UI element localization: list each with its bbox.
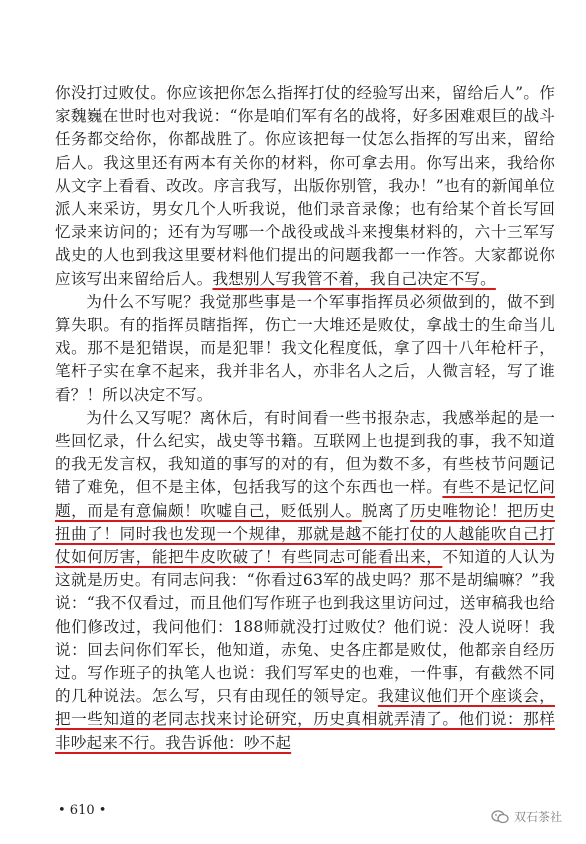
watermark-text: 双石茶社	[513, 810, 562, 824]
text-run: 脱离了	[361, 501, 411, 520]
text-run: 为什么不写呢？我觉那些事是一个军事指挥员必须做到的，做不到算失职。有的指挥员瞎指挥，伤亡一大堆还是败仗，拿战士的生命当儿戏。那不是犯错误，而是犯罪！我文化程度低，拿了四十八年枪杆子，笔杆子实在拿不起来，我并非名人，亦非名人之后，人微言轻，写了谁看？！所以决定不写。	[55, 292, 555, 404]
underlined-text: 有些同志可能看出来，	[280, 548, 443, 567]
paragraph-1	[55, 82, 555, 291]
page-number: • 610 •	[58, 803, 107, 818]
underlined-text: 历史唯物论！把历史扭曲了！同时我也发现一个规律，那就是越不能打仗的人越能吹自己打仗如何厉害，能把牛皮吹破了！	[55, 501, 555, 567]
page-body	[55, 82, 555, 755]
underlined-text: 我建议他们开个座谈会，把一些知道的老同志找来讨论研究，历史真相就弄清了。他们说：那样非吵起来不行。我告诉他：吵不起	[55, 687, 555, 752]
text-run: 不知道的人认为这就是历史。有同志问我：“你看过63军的战史吗？那不是胡编嘛？”我说：“我不仅看过，而且他们写作班子也到我这里访问过，送审稿我也给他们修改过，我问他们：188师就没打过败仗？他们说：没人说呀！我说：回去问你们军长，他知道，赤兔、史各庄都是败仗，他都亲自经历过。写作班子的执笔人也说：我们写军史的也难，一件事，有截然不同的几种说法。怎么写，只有由现任的领导定。	[55, 548, 555, 706]
paragraph-2	[55, 291, 555, 407]
underlined-text: 我想别人写我管不着，我自己决定不写。	[212, 269, 496, 288]
wechat-icon	[491, 810, 509, 824]
watermark	[491, 808, 562, 825]
paragraph-3	[55, 407, 555, 755]
underlined-text: 有些不是记忆问题，而是有意偏颇！吹嘘自己，贬低别人。	[55, 478, 555, 520]
text-run: 你没打过败仗。你应该把你怎么指挥打仗的经验写出来，留给后人”。作家魏巍在世时也对我说：“你是咱们军有名的战将，好多困难艰巨的战斗任务都交给你，你都战胜了。你应该把每一仗怎么指挥的写出来，留给后人。我这里还有两本有关你的材料，你可拿去用。你写出来，我给你从文字上看看、改改。序言我写，出版你别管，我办！”也有的新闻单位派人来采访，男女几个人听我说，他们录音录像；也有给某个首长写回忆录来访问的；还有为写哪一个战役或战斗来搜集材料的，六十三军写战史的人也到我这里要材料他们提出的问题我都一一作答。大家都说你应该写出来留给后人。	[55, 84, 555, 288]
text-run: 为什么又写呢？离休后，有时间看一些书报杂志，我感举起的是一些回忆录，什么纪实，战史等书籍。互联网上也提到我的事，我不知道的我无发言权，我知道的事写的对的有，但为数不多，有些枝节问题记错了难免，但不是主体，包括我写的这个东西也一样。	[55, 408, 555, 497]
